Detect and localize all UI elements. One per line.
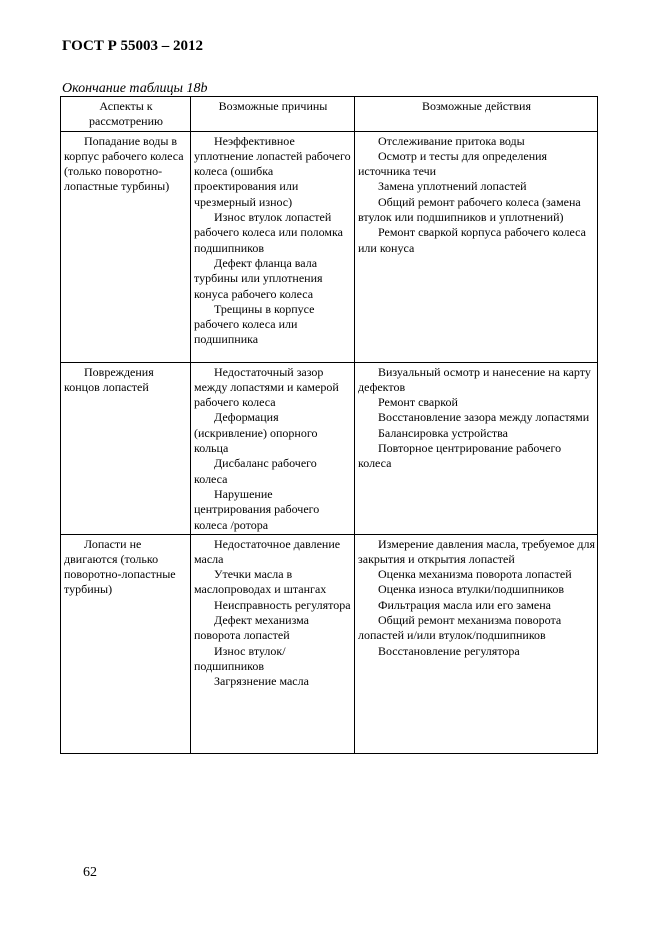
- cause-item: Недостаточное давление масла: [194, 536, 341, 566]
- action-item: Балансировка устройства: [378, 425, 508, 440]
- cause-item: Дефект механизма поворота лопастей: [194, 613, 310, 643]
- actions-cell: [355, 362, 598, 534]
- action-item: Измерение давления масла, требуемое для закрытия и открытия лопастей: [358, 536, 595, 566]
- action-item: Осмотр и тесты для определения источника течи: [358, 148, 548, 179]
- action-item: Ремонт сваркой: [378, 395, 458, 410]
- aspect-text: Лопасти не двигаются (только поворотно-лопастные турбины): [64, 536, 176, 597]
- aspect-text: Повреждения концов лопастей: [64, 364, 154, 394]
- cause-item: Износ втулок/подшипников: [194, 643, 286, 673]
- page-number: 62: [83, 865, 97, 880]
- cause-item: Неэффективное уплотнение лопастей рабочего колеса (ошибка проектирования или чрезмерный износ): [194, 133, 351, 209]
- header-causes: Возможные причины: [191, 97, 355, 132]
- table-bottom-rule: [60, 753, 597, 754]
- action-item: Визуальный осмотр и нанесение на карту дефектов: [358, 364, 591, 394]
- action-item: Ремонт сваркой корпуса рабочего колеса или конуса: [358, 225, 586, 255]
- action-item: Оценка механизма поворота лопастей: [378, 567, 572, 582]
- cause-item: Износ втулок лопастей рабочего колеса или поломка подшипников: [194, 210, 344, 255]
- cause-item: Неисправность регулятора: [214, 597, 351, 612]
- header-aspects: Аспекты к рассмотрению: [61, 97, 191, 132]
- cause-item: Нарушение центрирования рабочего колеса /ротора: [194, 486, 320, 532]
- actions-cell: [355, 534, 598, 753]
- action-item: Фильтрация масла или его замена: [378, 597, 551, 612]
- cause-item: Дисбаланс рабочего колеса: [194, 456, 317, 486]
- cause-item: Загрязнение масла: [214, 674, 309, 689]
- action-item: Восстановление регулятора: [378, 643, 520, 658]
- action-item: Общий ремонт механизма поворота лопастей и/или втулок/подшипников: [358, 613, 562, 643]
- table-caption: Окончание таблицы 18b: [62, 81, 208, 96]
- action-item: Отслеживание притока воды: [378, 133, 525, 148]
- cause-item: Дефект фланца вала турбины или уплотнения конуса рабочего колеса: [194, 255, 323, 301]
- action-item: Восстановление зазора между лопастями: [378, 410, 590, 425]
- document-header: ГОСТ Р 55003 – 2012: [62, 38, 204, 54]
- header-actions: Возможные действия: [355, 97, 598, 132]
- causes-cell: [191, 131, 355, 362]
- aspect-text: Попадание воды в корпус рабочего колеса (только поворотно-лопастные турбины): [64, 133, 184, 194]
- causes-cell: [191, 362, 355, 534]
- causes-actions-table: [60, 96, 598, 754]
- table-row: [61, 362, 598, 534]
- table-row: [61, 131, 598, 362]
- cause-item: Деформация (искривление) опорного кольца: [194, 410, 318, 456]
- causes-cell: [191, 534, 355, 753]
- cause-item: Трещины в корпусе рабочего колеса или подшипника: [194, 301, 315, 347]
- aspect-cell: [61, 534, 191, 753]
- table-row: [61, 534, 598, 753]
- aspect-cell: [61, 131, 191, 362]
- cause-item: Утечки масла в маслопроводах и штангах: [194, 567, 327, 597]
- action-item: Общий ремонт рабочего колеса (замена втулок или подшипников и уплотнений): [358, 194, 581, 225]
- cause-item: Недостаточный зазор между лопастями и камерой рабочего колеса: [194, 364, 339, 410]
- actions-cell: [355, 131, 598, 362]
- action-item: Оценка износа втулки/подшипников: [378, 582, 564, 597]
- aspect-cell: [61, 362, 191, 534]
- action-item: Повторное центрирование рабочего колеса: [358, 441, 562, 471]
- action-item: Замена уплотнений лопастей: [378, 179, 527, 194]
- table-header-row: [61, 97, 598, 132]
